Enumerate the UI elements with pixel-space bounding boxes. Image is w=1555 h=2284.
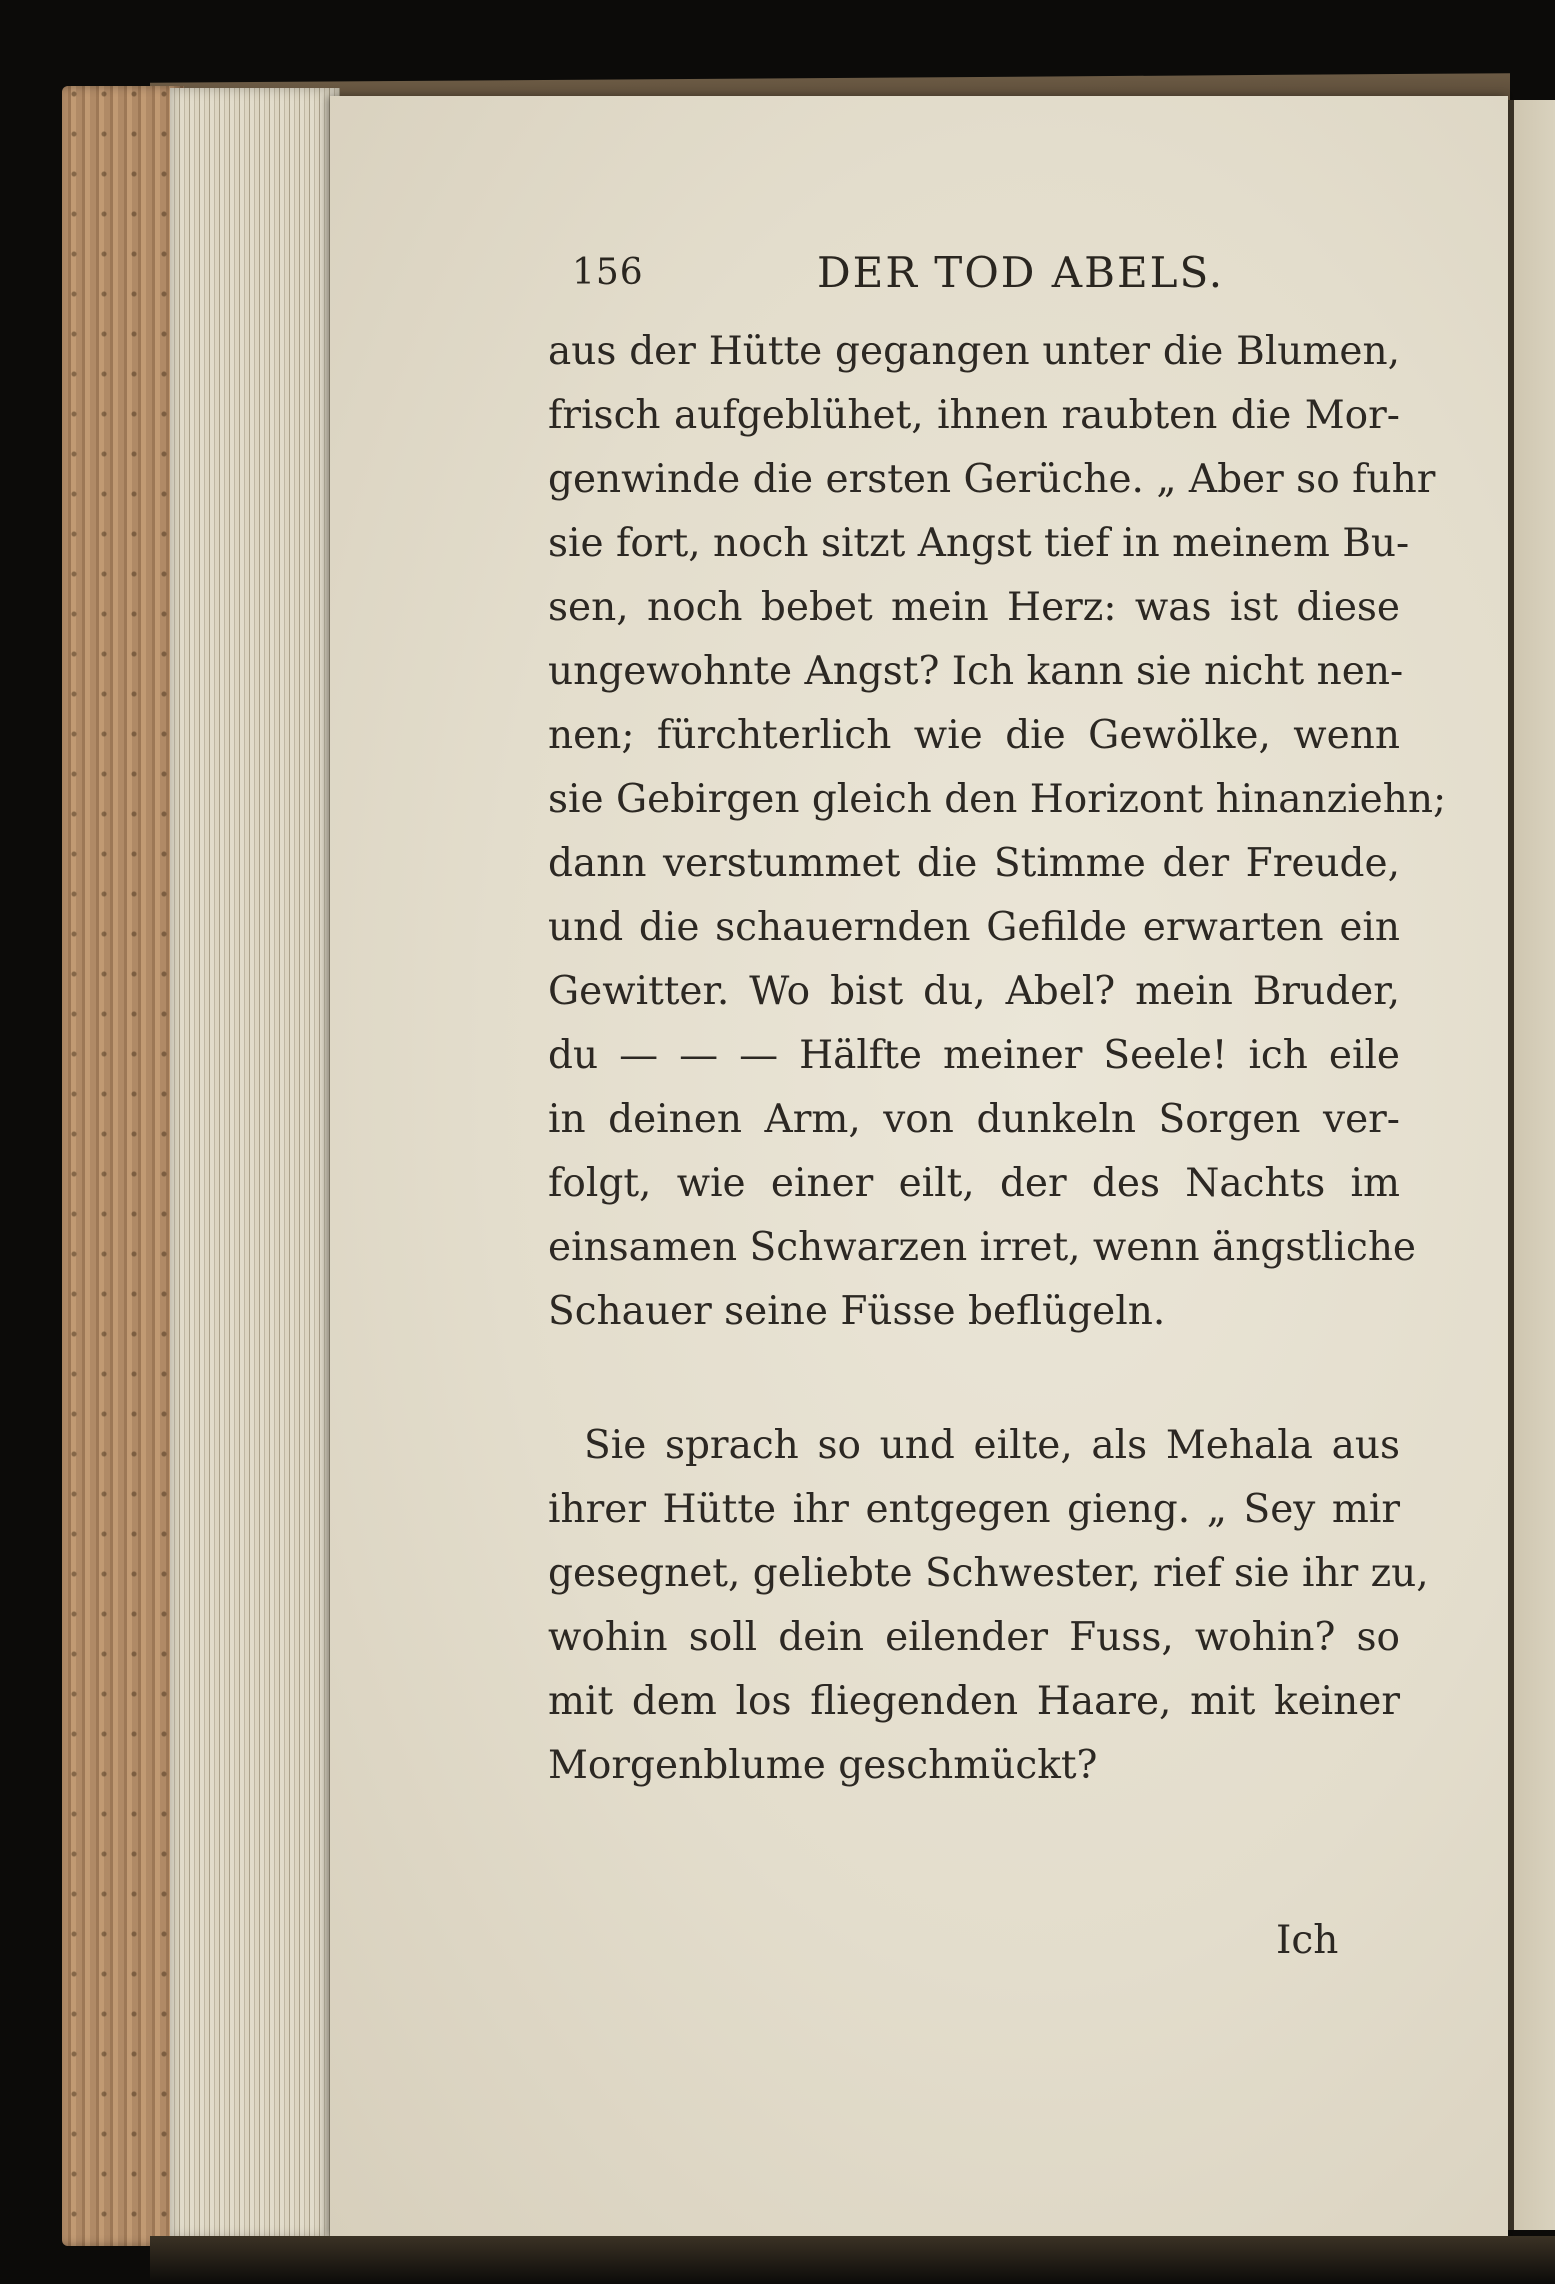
text-line: frisch aufgeblühet, ihnen raubten die Mor- <box>548 393 1400 438</box>
body-text <box>548 320 1447 1798</box>
page-edges <box>170 88 340 2238</box>
text-line: Gewitter. Wo bist du, Abel? mein Bruder, <box>548 969 1400 1014</box>
text-line: genwinde die ersten Gerüche. „ Aber so fuhr <box>548 457 1436 502</box>
next-page-edge <box>1508 100 1555 2230</box>
text-line: nen; fürchterlich wie die Gewölke, wenn <box>548 713 1400 758</box>
paragraph-gap <box>548 1344 1400 1414</box>
text-line: sie Gebirgen gleich den Horizont hinanziehn; <box>548 777 1447 822</box>
text-line: mit dem los fliegenden Haare, mit keiner <box>548 1679 1400 1724</box>
paragraph-1 <box>548 320 1447 1344</box>
text-line: dann verstummet die Stimme der Freude, <box>548 841 1400 886</box>
catchword: Ich <box>1276 1918 1339 1963</box>
text-line: folgt, wie einer eilt, der des Nachts im <box>548 1161 1400 1206</box>
text-line: und die schauernden Gefilde erwarten ein <box>548 905 1400 950</box>
page-number: 156 <box>572 252 644 293</box>
book-spine <box>62 86 184 2246</box>
text-line: sie fort, noch sitzt Angst tief in meinem Bu- <box>548 521 1410 566</box>
text-line: du — — — Hälfte meiner Seele! ich eile <box>548 1033 1400 1078</box>
text-line: Schauer seine Füsse beflügeln. <box>548 1289 1166 1334</box>
text-line: wohin soll dein eilender Fuss, wohin? so <box>548 1615 1400 1660</box>
running-title: DER TOD ABELS. <box>817 248 1225 297</box>
text-line: Sie sprach so und eilte, als Mehala aus <box>584 1423 1400 1468</box>
text-line: gesegnet, geliebte Schwester, rief sie ihr zu, <box>548 1551 1429 1596</box>
text-line: sen, noch bebet mein Herz: was ist diese <box>548 585 1400 630</box>
bottom-shadow <box>150 2236 1555 2284</box>
text-line: einsamen Schwarzen irret, wenn ängstliche <box>548 1225 1417 1270</box>
text-line: ihrer Hütte ihr entgegen gieng. „ Sey mir <box>548 1487 1400 1532</box>
text-line: aus der Hütte gegangen unter die Blumen, <box>548 329 1400 374</box>
text-line: in deinen Arm, von dunkeln Sorgen ver- <box>548 1097 1400 1142</box>
text-line: Morgenblume geschmückt? <box>548 1743 1098 1788</box>
text-line: ungewohnte Angst? Ich kann sie nicht nen- <box>548 649 1404 694</box>
paragraph-2 <box>548 1414 1429 1798</box>
